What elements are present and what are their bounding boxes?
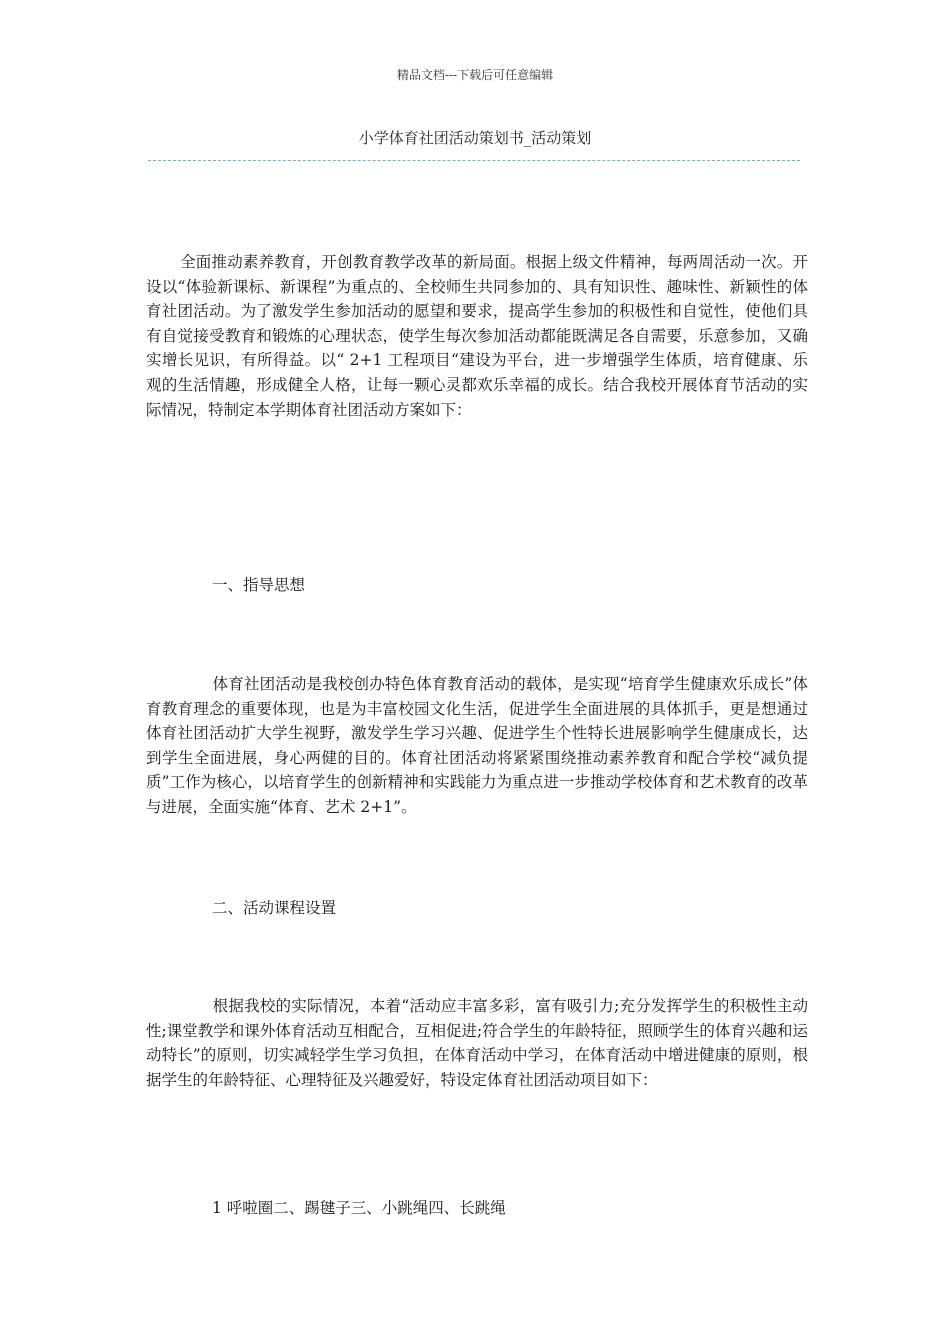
- document-title: 小学体育社团活动策划书_活动策划: [358, 129, 592, 147]
- section-heading-course-setup: 二、活动课程设置: [212, 899, 337, 917]
- section2-paragraph: 根据我校的实际情况，本着“活动应丰富多彩，富有吸引力;充分发挥学生的积极性主动性;课堂教学和课外体育活动互相配合，互相促进;符合学生的年龄特征，照顾学生的体育兴趣和运动特长”的原则，切实减轻学生学习负担，在体育活动中学习，在体育活动中增进健康的原则，根据学生的年龄特征、心理特征及兴趣爱好，特设定体育社团活动项目如下：: [146, 997, 808, 1089]
- header-note: 精品文档---下载后可任意编辑: [396, 68, 554, 82]
- section-heading-guiding-ideology: 一、指导思想: [212, 576, 306, 594]
- section1-paragraph: 体育社团活动是我校创办特色体育教育活动的载体，是实现“培育学生健康欢乐成长”体育教育理念的重要体现，也是为丰富校园文化生活，促进学生全面进展的具体抓手，更是想通过体育社团活动扩大学生视野，激发学生学习兴趣、促进学生个性特长进展影响学生健康成长，达到学生全面进展，身心两健的目的。体育社团活动将紧紧围绕推动素养教育和配合学校“减负提质”工作为核心，以培育学生的创新精神和实践能力为重点进一步推动学校体育和艺术教育的改革与进展，全面实施“体育、艺术 2+1”。: [146, 675, 808, 816]
- title-divider: [148, 160, 800, 161]
- intro-paragraph: 全面推动素养教育，开创教育教学改革的新局面。根据上级文件精神，每两周活动一次。开设以“体验新课标、新课程”为重点的、全校师生共同参加的、具有知识性、趣味性、新颖性的体育社团活动。为了激发学生参加活动的愿望和要求，提高学生参加的积极性和自觉性，使他们具有自觉接受教育和锻炼的心理状态，使学生每次参加活动都能既满足各自需要，乐意参加，又确实增长见识，有所得益。以“ 2+1 工程项目“建设为平台，进一步增强学生体质，培育健康、乐观的生活情趣，形成健全人格，让每一颗心灵都欢乐幸福的成长。结合我校开展体育节活动的实际情况，特制定本学期体育社团活动方案如下：: [146, 253, 808, 419]
- activity-list-line: 1 呼啦圈二、踢毽子三、小跳绳四、长跳绳: [212, 1199, 506, 1217]
